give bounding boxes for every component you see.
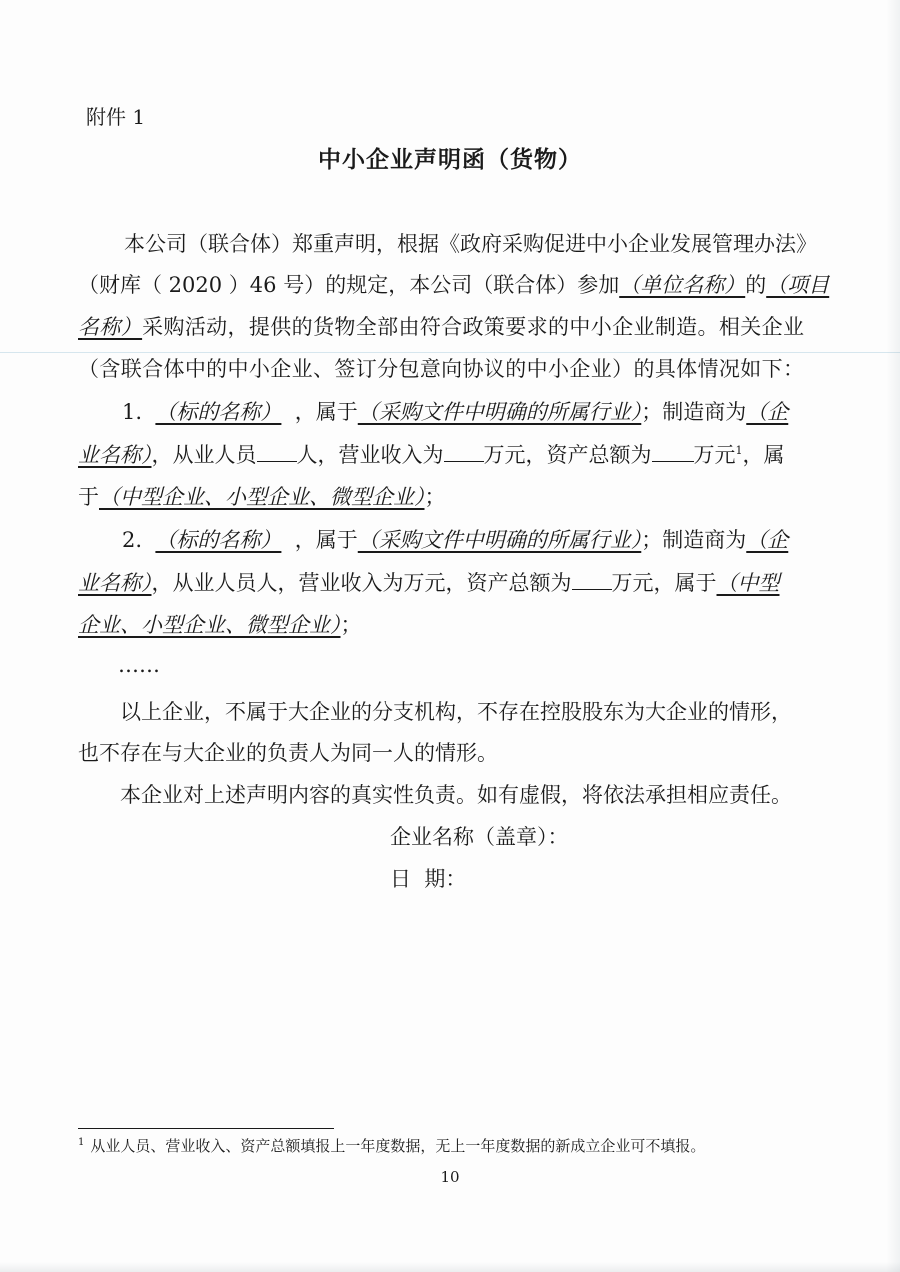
item-1-line-2: [78, 440, 785, 470]
placeholder-company-name-2-end: 业名称）: [78, 571, 152, 595]
item-2-line-3: [78, 610, 362, 640]
intro-line-2: [78, 270, 830, 300]
footnote-divider: [78, 1128, 334, 1129]
intro-line-1: 本公司（联合体）郑重声明，根据《政府采购促进中小企业发展管理办法》: [124, 232, 817, 256]
placeholder-subject-name-2: （标的名称）: [155, 528, 282, 552]
statement-line-2: 也不存在与大企业的负责人为同一人的情形。: [78, 741, 498, 765]
blank-assets-2: [572, 571, 612, 590]
item-1-assets-text: 万元，资产总额为: [483, 443, 652, 467]
item-2-line-1: [122, 525, 788, 555]
item-2-line-2: [78, 568, 780, 598]
intro-line-3: [78, 312, 804, 342]
footnote-mark: 1: [78, 1137, 85, 1148]
attachment-label: 附件 1: [86, 105, 146, 129]
item-1-staff-text: ，从业人员: [151, 443, 257, 467]
item-1-line-3: [78, 482, 446, 512]
placeholder-project-name-end: 名称）: [78, 315, 143, 339]
scan-artifact-line: [0, 352, 900, 353]
placeholder-enterprise-size-2-end: 企业、小型企业、微型企业）: [78, 613, 341, 637]
scan-edge-shadow: [886, 0, 900, 1272]
blank-staff-count: [257, 443, 297, 462]
item-2-wan-text: 万元，属于: [611, 571, 717, 595]
placeholder-subject-name: （标的名称）: [155, 400, 282, 424]
footnote-reference: 1: [735, 444, 743, 457]
responsibility-statement: 本企业对上述声明内容的真实性负责。如有虚假，将依法承担相应责任。: [120, 783, 792, 807]
date-field: 日 期：: [390, 867, 467, 891]
item-2-end-text: ；: [340, 613, 362, 637]
item-1-yu-text: 于: [78, 485, 99, 509]
item-2-belongs-text: ，属于: [294, 528, 358, 552]
blank-assets: [652, 443, 694, 462]
placeholder-company-name-start: （企: [746, 400, 789, 424]
placeholder-enterprise-size-2-start: （中型: [716, 571, 780, 595]
item-1-end-text: ；: [424, 485, 446, 509]
item-1-line-1: [122, 397, 788, 427]
placeholder-industry: （采购文件中明确的所属行业）: [357, 400, 642, 424]
item-1-belongs2-text: ，属: [742, 443, 785, 467]
placeholder-project-name-start: （项目: [766, 273, 830, 297]
placeholder-industry-2: （采购文件中明确的所属行业）: [357, 528, 642, 552]
placeholder-company-name-end: 业名称）: [78, 443, 152, 467]
footnote: [78, 1136, 705, 1156]
intro-line-3-text: 采购活动，提供的货物全部由符合政策要求的中小企业制造。相关企业: [142, 315, 804, 339]
item-1-wan-text: 万元: [693, 443, 736, 467]
item-2-maker-text: ；制造商为: [641, 528, 747, 552]
footnote-text: 从业人员、营业收入、资产总额填报上一年度数据，无上一年度数据的新成立企业可不填报。: [90, 1137, 706, 1155]
blank-revenue: [444, 443, 484, 462]
statement-line-1: 以上企业，不属于大企业的分支机构，不存在控股股东为大企业的情形，: [120, 700, 792, 724]
item-1-revenue-text: 人，营业收入为: [296, 443, 444, 467]
placeholder-company-name-2-start: （企: [746, 528, 789, 552]
item-1-belongs-text: ，属于: [294, 400, 358, 424]
intro-line-2-de: 的: [745, 273, 767, 297]
company-seal-field: 企业名称（盖章）：: [390, 825, 569, 849]
item-2-number: 2.: [122, 528, 143, 552]
placeholder-unit-name: （单位名称）: [619, 273, 746, 297]
item-1-maker-text: ；制造商为: [641, 400, 747, 424]
intro-line-4: （含联合体中的中小企业、签订分包意向协议的中小企业）的具体情况如下：: [78, 357, 804, 381]
ellipsis: ……: [118, 653, 160, 677]
intro-line-2-text: （财库（ 2020 ）46 号）的规定，本公司（联合体）参加: [78, 273, 620, 297]
placeholder-enterprise-size: （中型企业、小型企业、微型企业）: [99, 485, 425, 509]
scan-edge-shadow-bottom: [0, 1262, 900, 1272]
document-title: 中小企业声明函（货物）: [318, 146, 582, 173]
item-1-number: 1.: [122, 400, 143, 424]
page-number: 10: [440, 1168, 460, 1186]
item-2-mid-text: ，从业人员人，营业收入为万元，资产总额为: [151, 571, 572, 595]
